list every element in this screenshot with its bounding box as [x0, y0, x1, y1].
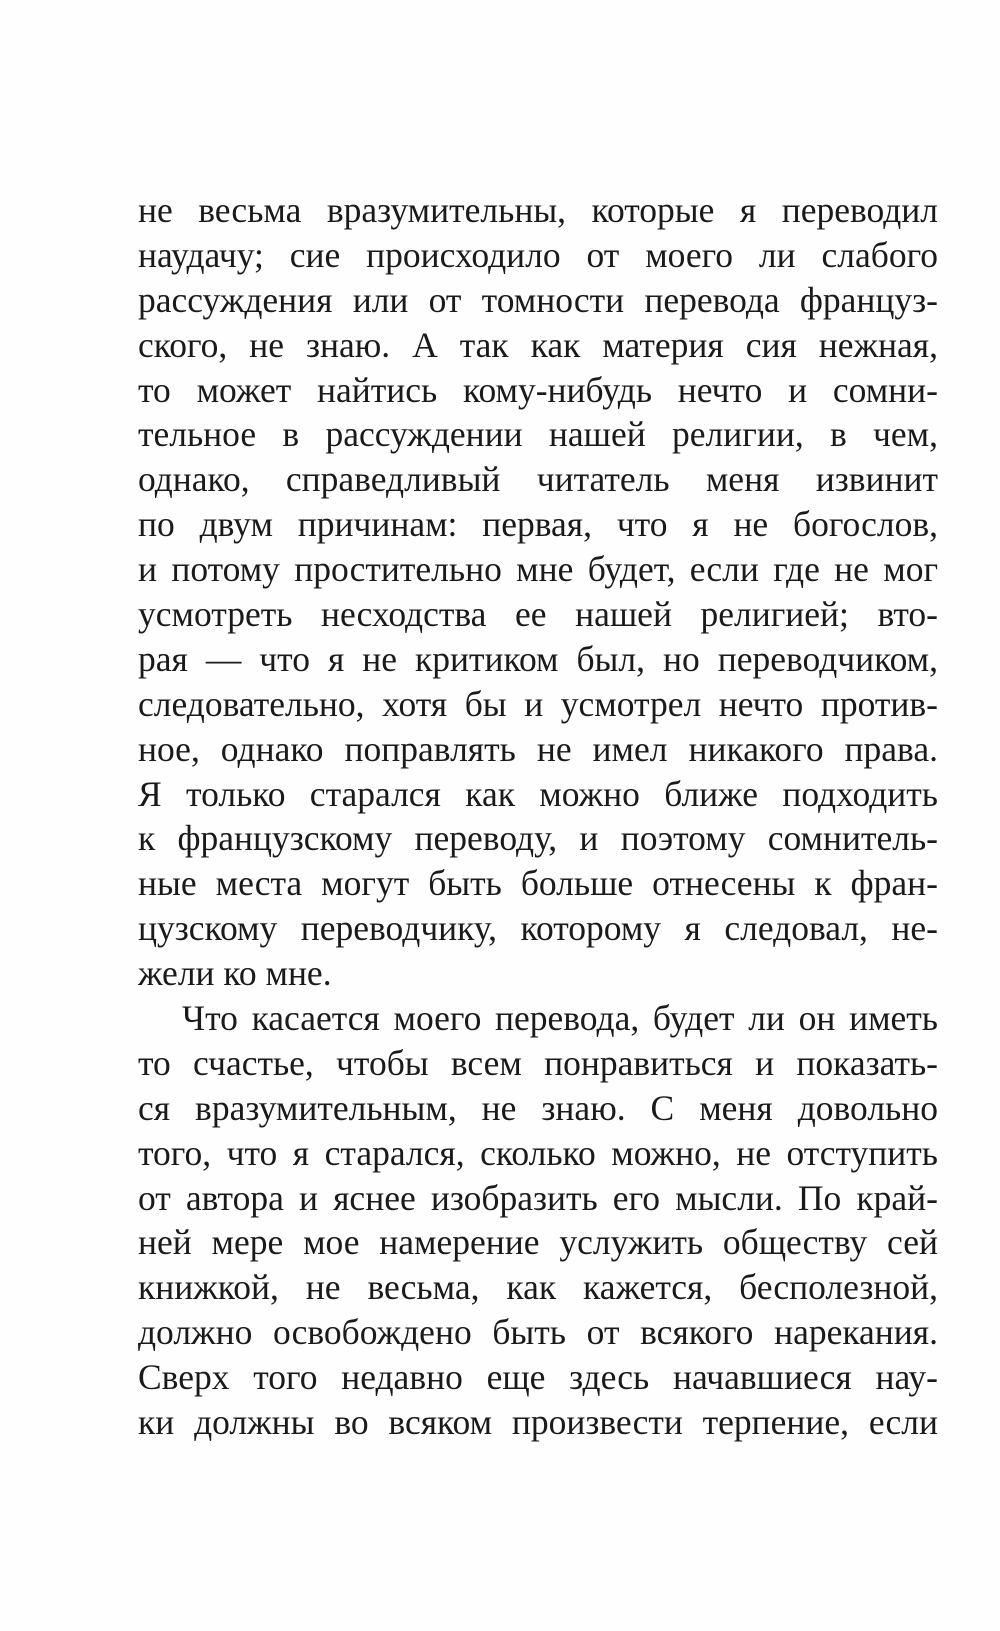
text-line: тельное в рассуждении нашей религии, в чем,	[138, 414, 938, 455]
text-line: то счастье, чтобы всем понравиться и показать-	[138, 1042, 938, 1083]
text-line: то может найтись кому-нибудь нечто и сомни-	[138, 369, 938, 410]
text-line: ки должны во всяком произвести терпение, если	[138, 1402, 938, 1443]
text-line: ное, однако поправлять не имел никакого права.	[138, 728, 938, 769]
text-line: Я только старался как можно ближе подходить	[138, 773, 938, 814]
text-line: того, что я старался, сколько можно, не отступить	[138, 1132, 938, 1173]
text-line: ней мере мое намерение услужить обществу сей	[138, 1222, 938, 1263]
text-line: ского, не знаю. А так как материя сия нежная,	[138, 324, 938, 365]
text-line: наудачу; сие происходило от моего ли слабого	[138, 234, 938, 275]
text-line: ные места могут быть больше отнесены к фран-	[138, 863, 938, 904]
text-line: по двум причинам: первая, что я не богослов,	[138, 504, 938, 545]
text-line: не весьма вразумительны, которые я переводил	[138, 190, 938, 230]
text-line: от автора и яснее изобразить его мысли. По край-	[138, 1177, 938, 1218]
text-line: ся вразумительным, не знаю. С меня довольно	[138, 1087, 938, 1128]
text-line: и потому простительно мне будет, если где не мог	[138, 549, 938, 590]
text-line: усмотреть несходства ее нашей религией; вто-	[138, 594, 938, 635]
text-line: жели ко мне.	[138, 953, 332, 994]
text-line: Сверх того недавно еще здесь начавшиеся нау-	[138, 1357, 938, 1398]
text-line: рассуждения или от томности перевода француз-	[138, 279, 938, 320]
text-line: рая — что я не критиком был, но переводчиком,	[138, 638, 938, 679]
paragraph	[138, 188, 938, 996]
text-line: однако, справедливый читатель меня извинит	[138, 459, 938, 500]
text-line: Что касается моего перевода, будет ли он иметь	[182, 998, 938, 1039]
text-line: книжкой, не весьма, как кажется, бесполезной,	[138, 1267, 938, 1308]
text-line: должно освобождено быть от всякого нарекания.	[138, 1312, 938, 1353]
text-line: к французскому переводу, и поэтому сомнитель-	[138, 818, 938, 859]
paragraph	[138, 996, 938, 1445]
body-text	[138, 188, 938, 1445]
text-line: цузскому переводчику, которому я следовал, не-	[138, 908, 938, 949]
text-line: следовательно, хотя бы и усмотрел нечто против-	[138, 683, 938, 724]
